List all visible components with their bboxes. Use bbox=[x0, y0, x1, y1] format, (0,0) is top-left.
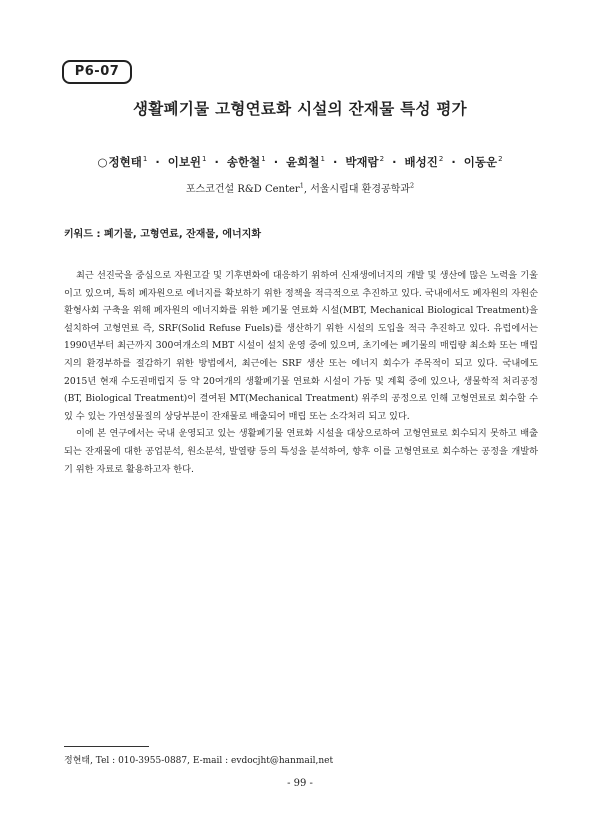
footnote-divider bbox=[64, 746, 149, 747]
abstract-body bbox=[64, 267, 538, 478]
session-code-badge: P6-07 bbox=[62, 60, 132, 84]
author-name: 배성진 bbox=[404, 155, 438, 169]
affiliation-1-mark: 1 bbox=[299, 181, 304, 190]
author-separator: · bbox=[214, 155, 219, 169]
author-affiliation-mark: 2 bbox=[379, 155, 385, 164]
author-affiliation-mark: 2 bbox=[498, 155, 503, 164]
author-separator: · bbox=[155, 155, 160, 169]
presenter-mark: ○ bbox=[97, 155, 108, 169]
author-affiliation-mark: 1 bbox=[261, 155, 266, 164]
author-name: 이보윈 bbox=[167, 155, 202, 169]
author-affiliation-mark: 1 bbox=[142, 155, 148, 164]
affiliation-joiner: , bbox=[303, 184, 311, 195]
abstract-paragraph: 이에 본 연구에서는 국내 운영되고 있는 생활폐기물 연료화 시설을 대상으로하여 고형연료로 회수되지 못하고 배출되는 잔재물에 대한 공업분석, 원소분석, 발열량 등의 특성을 분석하여, 향후 이를 고형연료로 회수하는 공정을 개발하기 위한 자료로 활용하고자 한다. bbox=[64, 428, 538, 475]
author-name: 이동운 bbox=[463, 155, 498, 169]
author-list bbox=[0, 154, 600, 170]
affiliation-2: 서울시립대 환경공학과 bbox=[310, 184, 410, 195]
author-separator: · bbox=[392, 155, 397, 169]
author-name: 박재람 bbox=[345, 155, 379, 169]
author-affiliation-mark: 1 bbox=[202, 155, 207, 164]
author-affiliation-mark: 2 bbox=[438, 155, 444, 164]
author-separator: · bbox=[332, 155, 338, 169]
author-separator: · bbox=[273, 155, 279, 169]
author-name: 송한철 bbox=[226, 155, 261, 169]
author-separator: · bbox=[451, 155, 456, 169]
affiliation-1: 포스코건설 R&D Center bbox=[185, 184, 300, 195]
keywords: 키워드 : 폐기물, 고형연료, 잔재물, 에너지화 bbox=[64, 229, 262, 240]
abstract-paragraph: 최근 선진국을 중심으로 자원고갈 및 기후변화에 대응하기 위하여 신재생에너지의 개발 및 생산에 많은 노력을 기울이고 있으며, 특히 폐자원으로 에너지를 확보하기 위한 정책을 적극적으로 추진하고 있다. 국내에서도 폐자원의 자원순환형사회 구축을 위해 폐자원의 에너지화를 위한 폐기물 연료화 시설(MBT, Mechanical Biological Treatment)을 설치하여 고형연료 즉, SRF(Solid Refuse Fuels)를 생산하기 위한 시설의 도입을 적극 추진하고 있다. 유럽에서는 1990년부터 최근까지 300여개소의 MBT 시설이 설치 운영 중에 있으며, 초기에는 폐기물의 매립량 최소화 또는 매립지의 환경부하를 절감하기 위한 방법에서, 최근에는 SRF 생산 또는 에너지 회수가 주목적이 되고 있다. 국내에도 2015년 현재 수도권매립지 등 약 20여개의 생활폐기물 연료화 시설이 가동 및 계획 중에 있으나, 생물학적 처리공정(BT, Biological Treatment)이 결여된 MT(Mechanical Treatment) 위주의 공정으로 인해 고형연료로 회수할 수 있 수 있는 가연성물질의 상당부분이 잔재물로 배출되어 매립 또는 소각처리 되고 있다. bbox=[64, 270, 538, 422]
page-number: - 99 - bbox=[287, 778, 313, 789]
affiliations bbox=[0, 180, 600, 195]
footnote: 정현태, Tel : 010-3955-0887, E-mail : evdocjht@hanmail,net bbox=[64, 756, 334, 766]
author-affiliation-mark: 1 bbox=[320, 155, 325, 164]
author-name: 윤희철 bbox=[286, 155, 320, 169]
affiliation-2-mark: 2 bbox=[409, 181, 415, 190]
paper-title: 생활폐기물 고형연료화 시설의 잔재물 특성 평가 bbox=[133, 100, 467, 118]
author-name: 정현태 bbox=[108, 155, 142, 169]
